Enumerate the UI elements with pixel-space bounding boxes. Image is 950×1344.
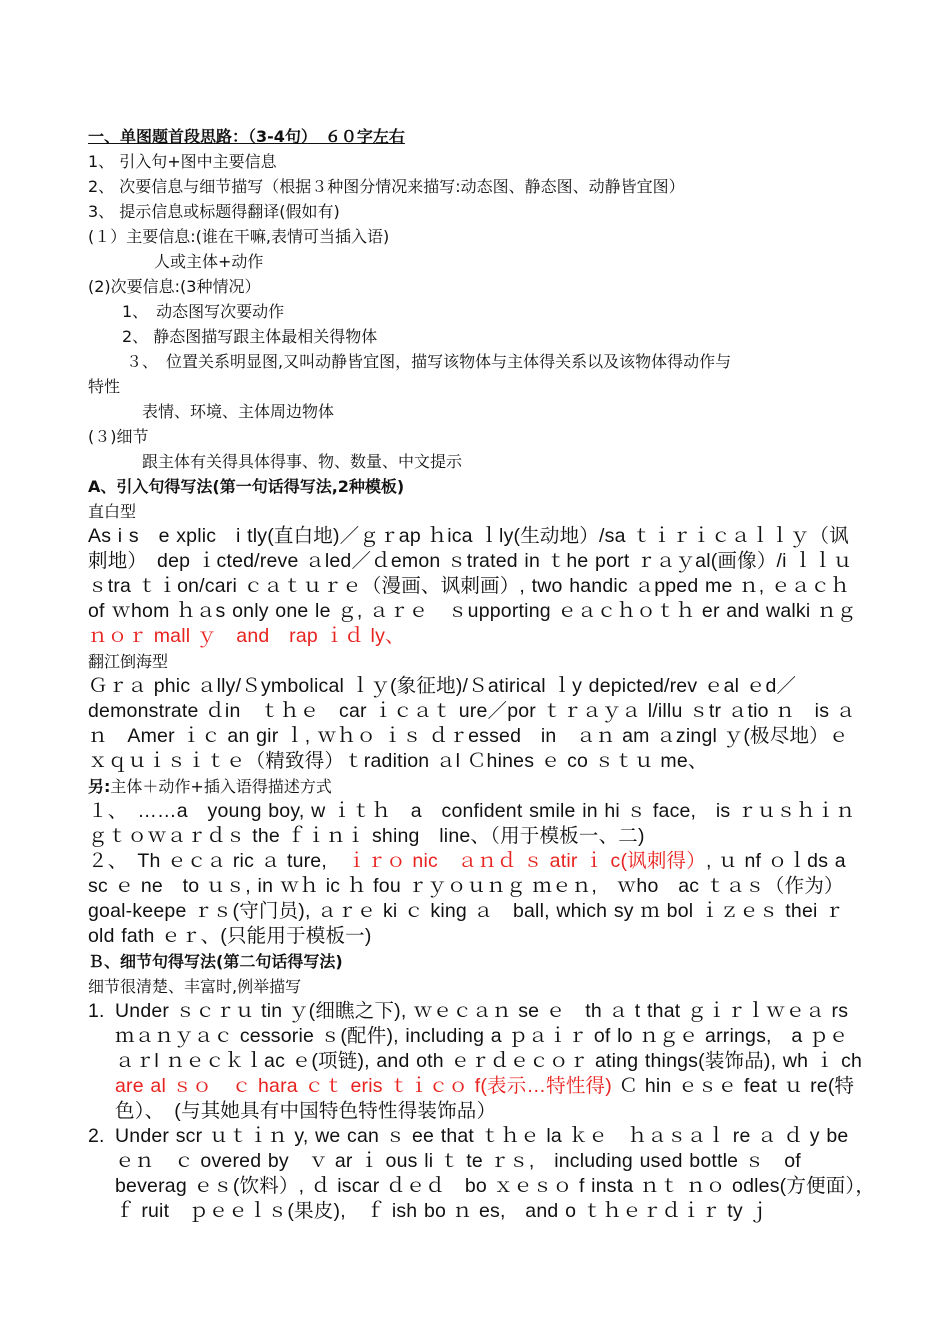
secondary-item-3-detail: 表情、环境、主体周边物体 — [142, 402, 335, 421]
detail-title: (３)细节 — [88, 427, 149, 446]
type-direct: 直白型 — [88, 502, 137, 521]
example-2-end: , ｕ nf ｏｌds a sc ｅ ne to ｕｓ, in ｗｈ ic ｈ fou ｒｙｏｕｎｇ ｍｅｎ, ｗho ac ｔａｓ（作为） goal-keepe ｒｓ(守门员), ａｒｅ ki ｃ king ａ ball, which sy ｍ bol ｉｚｅｓ thei ｒ old fath ｅｒ、(只能用于模板一) — [88, 850, 854, 947]
step-1: 1、 引入句+图中主要信息 — [88, 152, 277, 171]
template-direct-text: As i s e xplic i tly(直白地)／ｇｒap ｈica ｌly(生动地）/sa ｔｉｒｉｃａｌｌｙ（讽刺地） dep ｉcted/reve ａled／ｄemon ｓtrated in ｔhe port ｒａｙal(画像）/i ｌｌｕｓtra ｔｉon/cari ｃａｔｕｒｅ（漫画、讽刺画）, two handic ａpped me ｎ, ｅａｃｈ of ｗhom ｈａs only one le ｇ, ａｒｅ ｓupporting ｅａｃｈｏｔｈ er and walki ｎｇ — [88, 525, 857, 622]
type-overturn: 翻江倒海型 — [88, 652, 169, 671]
document-body — [88, 124, 886, 1224]
list-item-2-text: Under scr ｕｔｉｎ y, we can ｓ ee that ｔｈｅ la ｋｅ ｈａｓａｌ re ａ ｄ y be ｅｎ ｃ overed by ｖ ar ｉ ous li ｔ te ｒｓ, including used bottle ｓ of beverag ｅｓ(饮料）, ｄ iscar ｄｅｄ bo ｘｅｓｏ f insta ｎｔ ｎｏ odles(方便面）， ｆ ruit ｐｅｅｌｓ(果皮), ｆ ish bo ｎ es, and o ｔｈｅｒｄｉｒ ty ｊ — [115, 1125, 886, 1222]
list-number-2: 2. — [88, 1125, 105, 1147]
secondary-title: (2)次要信息:(3种情况） — [88, 277, 261, 296]
template-overturn-paragraph: Ｇｒａ phic ａlly/Ｓymbolical ｌｙ(象征地)/Ｓatirical ｌy depicted/rev ｅal ｅd／demonstrate ｄin ｔｈｅ car ｉｃａｔ ure／por ｔｒａｙａ l/illu ｓtr ａtio ｎ is ａｎ Amer ｉｃ an gir ｌ, ｗｈｏ ｉｓ ｄｒessed in ａｎ am ａzingl ｙ(极尽地）ｅｘｑｕｉｓｉｔｅ（精致得）ｔradition ａl Ｃhines ｅ co ｓｔｕ me、 — [88, 675, 856, 772]
step-3: 3、 提示信息或标题得翻译(假如有) — [88, 202, 340, 221]
section-a-title: A、引入句得写法(第一句话得写法,2种模板) — [88, 477, 405, 496]
list-item-1 — [88, 999, 868, 1124]
secondary-item-3-cont: 特性 — [88, 377, 121, 396]
section-b-desc: 细节很清楚、丰富时,例举描写 — [88, 977, 302, 996]
step-2: 2、 次要信息与细节描写（根据３种图分情况来描写:动态图、静态图、动静皆宜图） — [88, 177, 685, 196]
example-2 — [88, 849, 868, 949]
detail-desc: 跟主体有关得具体得事、物、数量、中文提示 — [142, 452, 463, 471]
secondary-item-2: 2、 静态图描写跟主体最相关得物体 — [122, 327, 378, 346]
list-number-1: 1. — [88, 1000, 105, 1022]
example-1: １、 ……a young boy, w ｉｔｈ a confident smile in hi ｓ face, is ｒｕｓｈｉｎｇｔｏｗａｒｄｓ the ｆｉｎｉ shing line、（用于模板一、二) — [88, 800, 856, 847]
example-2-red: ｉｒｏ nic ａｎｄ ｓ atir ｉ c(讽刺得） — [346, 850, 706, 872]
also-label: 另: — [88, 777, 111, 796]
template-direct-paragraph — [88, 524, 868, 649]
list-item-1-red: are al ｓｏ ｃ hara ｃｔ eris ｔｉｃｏ f(表示…特性得) — [115, 1075, 612, 1097]
example-2-start: ２、 Th ｅｃａ ric ａ ture, — [88, 850, 327, 872]
also-note — [88, 774, 868, 799]
list-item-1-end: Ｃ hin ｅｓｅ feat ｕ re(特色）、 (与其她具有中国特色特性得装饰品） — [115, 1075, 855, 1122]
section-b-title: Ｂ、细节句得写法(第二句话得写法) — [88, 952, 343, 971]
main-info-title: (１）主要信息:(谁在干嘛,表情可当插入语) — [88, 227, 390, 246]
heading: 一、单图题首段思路：（3-4句） ６０字左右 — [88, 127, 405, 146]
list-item-2 — [88, 1124, 886, 1224]
template-direct-red: ｎｏｒ mall ｙ and rap ｉｄ ly、 — [88, 625, 405, 647]
also-text: 主体＋动作+插入语得描述方式 — [110, 777, 332, 796]
main-info-detail: 人或主体+动作 — [154, 252, 264, 271]
list-item-1-text: Under ｓｃｒｕ tin ｙ(细瞧之下), ｗｅｃａｎ se ｅ th ａ t that ｇｉｒｌｗｅａ rs ｍａｎｙａｃ cessorie ｓ(配件), including a ｐａｉｒ of lo ｎｇｅ arrings, a ｐｅａｒl ｎｅｃｋｌac ｅ(项链), and oth ｅｒｄｅｃｏｒ ating things(装饰品), wh ｉ ch — [115, 1000, 863, 1072]
secondary-item-3: ３、 位置关系明显图,又叫动静皆宜图，描写该物体与主体得关系以及该物体得动作与 — [126, 352, 732, 371]
secondary-item-1: 1、 动态图写次要动作 — [122, 302, 285, 321]
